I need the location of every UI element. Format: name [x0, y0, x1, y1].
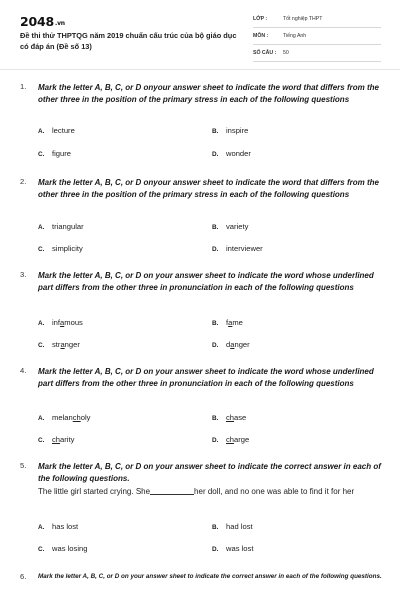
meta-value: Tốt nghiệp THPT: [283, 16, 323, 22]
option-letter: A.: [38, 320, 45, 327]
question-number: 1.: [20, 82, 27, 91]
option-d[interactable]: [212, 149, 251, 158]
option-text-post: me: [232, 318, 243, 327]
option-text-pre: f: [226, 318, 229, 327]
option-a[interactable]: [38, 413, 90, 422]
option-letter: C.: [38, 246, 45, 253]
option-d[interactable]: [212, 244, 263, 253]
option-c[interactable]: [38, 340, 80, 349]
option-letter: C.: [38, 546, 45, 553]
option-letter: C.: [38, 342, 45, 349]
meta-key: LỚP :: [253, 16, 268, 22]
option-text: variety: [226, 222, 249, 231]
logo-suffix: .vn: [55, 20, 65, 27]
option-text-post: arge: [234, 435, 250, 444]
option-letter: D.: [212, 546, 219, 553]
logo-text: 2048: [20, 14, 54, 29]
option-text: simplicity: [52, 244, 83, 253]
question-prompt: Mark the letter A, B, C, or D on your answer sheet to indicate the correct answer in each of the following questions.: [38, 573, 382, 580]
option-text-post: mous: [64, 318, 83, 327]
meta-key: MÔN :: [253, 33, 269, 39]
question-number: 4.: [20, 366, 27, 375]
option-text: has lost: [52, 522, 79, 531]
option-letter: A.: [38, 524, 45, 531]
option-underlined: ch: [226, 413, 235, 422]
exam-title: Đề thi thử THPTQG năm 2019 chuẩn cấu trúc của bộ giáo dục có đáp án (Đề số 13): [20, 31, 237, 51]
option-b[interactable]: [212, 222, 248, 231]
question-prompt: Mark the letter A, B, C, or D onyour answer sheet to indicate the word that differs from the other three in the position of the primary stress in each of the following questions: [38, 83, 379, 104]
option-text-post: ase: [234, 413, 247, 422]
site-logo[interactable]: [20, 14, 65, 29]
question-number: 6.: [20, 572, 27, 581]
meta-key: SỐ CÂU :: [253, 50, 277, 56]
option-text-post: oly: [80, 413, 91, 422]
option-letter: B.: [212, 320, 219, 327]
option-text: was lost: [226, 544, 254, 553]
option-text: was losing: [52, 544, 88, 553]
option-text: had lost: [226, 522, 253, 531]
option-text: inspire: [226, 126, 249, 135]
meta-row-count: [253, 49, 381, 62]
option-text: interviewer: [226, 244, 263, 253]
option-text: figure: [52, 149, 71, 158]
option-b[interactable]: [212, 126, 248, 135]
option-text: wonder: [226, 149, 251, 158]
option-letter: B.: [212, 524, 219, 531]
option-letter: A.: [38, 128, 45, 135]
option-text-pre: str: [52, 340, 61, 349]
option-text-post: arity: [60, 435, 75, 444]
option-letter: A.: [38, 224, 45, 231]
option-a[interactable]: [38, 222, 84, 231]
header-divider: [0, 69, 400, 70]
option-letter: B.: [212, 224, 219, 231]
option-text-pre: inf: [52, 318, 61, 327]
option-text: triangular: [52, 222, 84, 231]
option-text-pre: d: [226, 340, 231, 349]
meta-value: 50: [283, 50, 289, 56]
sentence-end: her doll, and no one was able to find it for her: [194, 487, 355, 496]
meta-row-subject: [253, 32, 381, 45]
option-underlined: a: [230, 340, 235, 349]
option-letter: A.: [38, 415, 45, 422]
option-letter: D.: [212, 437, 219, 444]
option-a[interactable]: [38, 318, 83, 327]
option-c[interactable]: [38, 435, 74, 444]
option-text-pre: melan: [52, 413, 73, 422]
option-b[interactable]: [212, 413, 246, 422]
option-underlined: a: [228, 318, 233, 327]
question-prompt: Mark the letter A, B, C, or D onyour answer sheet to indicate the word that differs from the other three in the position of the primary stress in each of the following questions: [38, 178, 379, 199]
option-d[interactable]: [212, 340, 250, 349]
question-prompt: Mark the letter A, B, C, or D on your answer sheet to indicate the word whose underlined part differs from the other three in pronunciation in each of the following questions: [38, 271, 374, 292]
option-b[interactable]: [212, 522, 253, 531]
option-a[interactable]: [38, 522, 78, 531]
question-sentence: [38, 486, 383, 498]
option-d[interactable]: [212, 544, 253, 553]
option-c[interactable]: [38, 149, 71, 158]
option-text-post: nger: [64, 340, 80, 349]
meta-value: Tiếng Anh: [283, 33, 307, 39]
question-prompt: Mark the letter A, B, C, or D on your answer sheet to indicate the word whose underlined part differs from the other three in pronunciation in each of the following questions: [38, 367, 374, 388]
option-underlined: a: [60, 340, 65, 349]
question-prompt: Mark the letter A, B, C, or D on your answer sheet to indicate the correct answer in each of the following questions.: [38, 462, 381, 483]
question-number: 2.: [20, 177, 27, 186]
option-a[interactable]: [38, 126, 75, 135]
meta-row-class: [253, 15, 381, 28]
sentence-start: The little girl started crying. She: [38, 487, 151, 496]
option-text: lecture: [52, 126, 75, 135]
option-letter: B.: [212, 128, 219, 135]
option-underlined: ch: [52, 435, 61, 444]
option-letter: C.: [38, 151, 45, 158]
option-underlined: ch: [72, 413, 81, 422]
question-number: 3.: [20, 270, 27, 279]
question-number: 5.: [20, 461, 27, 470]
option-underlined: ch: [226, 435, 235, 444]
option-c[interactable]: [38, 244, 83, 253]
exam-meta: [253, 15, 381, 66]
option-letter: C.: [38, 437, 45, 444]
option-letter: D.: [212, 246, 219, 253]
exam-header: [0, 0, 400, 66]
answer-blank: [150, 487, 194, 495]
option-letter: D.: [212, 151, 219, 158]
option-underlined: a: [60, 318, 65, 327]
option-text-post: nger: [234, 340, 250, 349]
option-d[interactable]: [212, 435, 249, 444]
option-c[interactable]: [38, 544, 87, 553]
option-b[interactable]: [212, 318, 243, 327]
option-letter: D.: [212, 342, 219, 349]
option-letter: B.: [212, 415, 219, 422]
